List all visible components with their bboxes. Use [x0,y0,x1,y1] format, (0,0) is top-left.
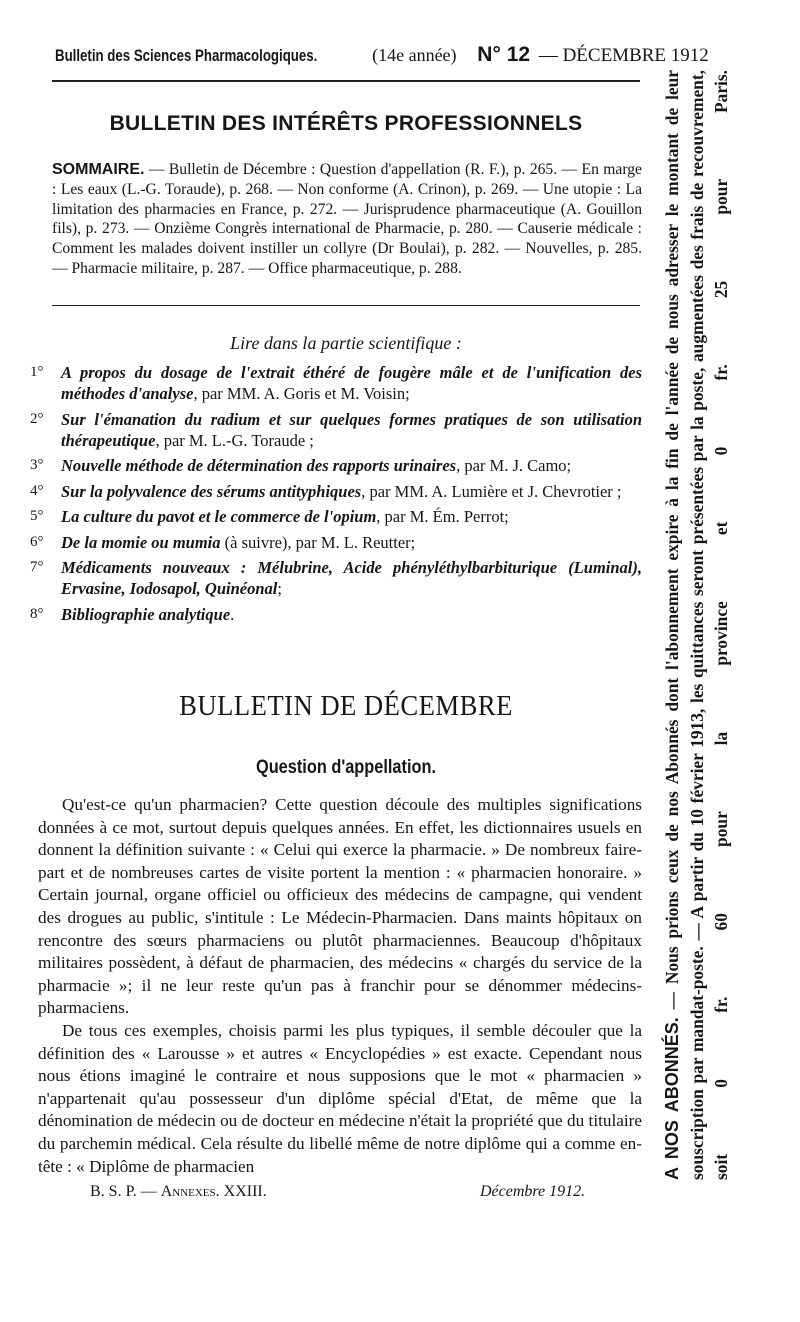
sommaire-block [52,160,642,279]
paragraph: De tous ces exemples, choisis parmi les plus typiques, il semble découler que la définition des « Larousse » et autres « Encyclopédies » est exacte. Cependant nous nous étions imaginé le contraire et nous supposions que le mot « pharmacien » n'appartenait qu'au possesseur d'un diplôme spécial d'Etat, de même que la dénomination de médecin ou de docteur en médecine n'était la propriété que du titulaire du parchemin médical. Cela résulte du libellé même de notre diplôme qui a comme en-tête : « Diplôme de pharmacien [38,1020,642,1176]
notice-lead: A NOS ABONNÉS. [662,1017,682,1180]
footer-annex: Annexes. XXIII. [160,1183,267,1200]
issue-month: — DÉCEMBRE 1912 [538,45,709,66]
lire-heading: Lire dans la partie scientifique : [230,333,462,353]
list-item: 1° A propos du dosage de l'extrait éthéré de fougère mâle et de l'unification des méthodes d'analyse, par MM. A. Goris et M. Voisin; [30,363,642,403]
footer-date: Décembre 1912. [480,1183,586,1200]
sommaire-text: — Bulletin de Décembre : Question d'appellation (R. F.), p. 265. — En marge : Les eaux (L.-G. Toraude), p. 268. — Non conforme (A. Crinon), p. 269. — Une utopie : La limitation des pharmacies en France, p. 272. — Jurisprudence pharmaceutique (A. Gouillon fils), p. 273. — Onzième Congrès international de Pharmacie, p. 280. — Causerie médicale : Comment les malades doivent instiller un collyre (Dr Boulai), p. 282. — Nouvelles, p. 285. — Pharmacie militaire, p. 287. — Office pharmaceutique, p. 288. [52,161,642,277]
article-body [38,794,642,1178]
list-item: 7° Médicaments nouveaux : Mélubrine, Acide phényléthylbarbiturique (Luminal), Ervasine, Iodosapol, Quinéonal; [30,558,642,598]
header-rule [52,80,640,82]
issue-number: N° 12 [477,43,531,66]
list-item: 4° Sur la polyvalence des sérums antityphiques, par MM. A. Lumière et J. Chevrotier ; [30,481,622,501]
article-title: Question d'appellation. [255,757,437,778]
running-head [55,42,709,69]
section-heading: BULLETIN DES INTÉRÊTS PROFESSIONNELS [109,112,583,135]
notice-text: — Nous prions ceux de nos Abonnés dont l'abonnement expire à la fin de l'année de nous adresser le montant de leur souscription par mandat-poste. — A partir du 10 février 1913, les quittances seront présentées par la poste, augmentées des frais de recouvrement, soit 0 fr. 60 pour la province et 0 fr. 25 pour Paris. [662,69,731,1180]
list-item: 3° Nouvelle méthode de détermination des rapports urinaires, par M. J. Camo; [30,456,572,475]
list-item: 2° Sur l'émanation du radium et sur quelques formes pratiques de son utilisation thérapeutique, par M. L.-G. Toraude ; [30,409,642,450]
subscriber-notice [660,70,734,1180]
list-item: 5° La culture du pavot et le commerce de l'opium, par M. Ém. Perrot; [30,507,509,526]
sommaire-rule [52,305,640,306]
paragraph: Qu'est-ce qu'un pharmacien? Cette question découle des multiples significations données à ce mot, surtout depuis quelques années. En effet, les dictionnaires usuels en donnent la définition suivante : « Celui qui exerce la pharmacie. » De nombreux faire-part et de nombreuses cartes de visite portent la mention : « pharmacien honoraire. » Certain journal, organe officiel ou officieux des médecins de campagne, qui vendent des drogues au public, s'intitule : Le Médecin-Pharmacien. Dans maints hôpitaux on rencontre des sœurs pharmaciens ou plutôt pharmaciennes. Beaucoup d'hôpitaux militaires possèdent, à défaut de pharmacien, des médecins « chargés du service de la pharmacie »; il ne leur reste qu'un pas à franchir pour se dénommer médecins-pharmaciens. [38,795,642,1018]
list-item: 6° De la momie ou mumia (à suivre), par M. L. Reutter; [30,532,416,552]
scientific-items-list [30,362,642,629]
page-footer [90,1183,640,1201]
footer-prefix: B. S. P. — [90,1183,157,1200]
journal-year: (14e année) [372,45,457,65]
bulletin-title: BULLETIN DE DÉCEMBRE [179,690,513,722]
list-item: 8° Bibliographie analytique. [30,604,235,624]
sommaire-label: SOMMAIRE. [52,161,145,178]
journal-name: Bulletin des Sciences Pharmacologiques. [55,46,318,65]
